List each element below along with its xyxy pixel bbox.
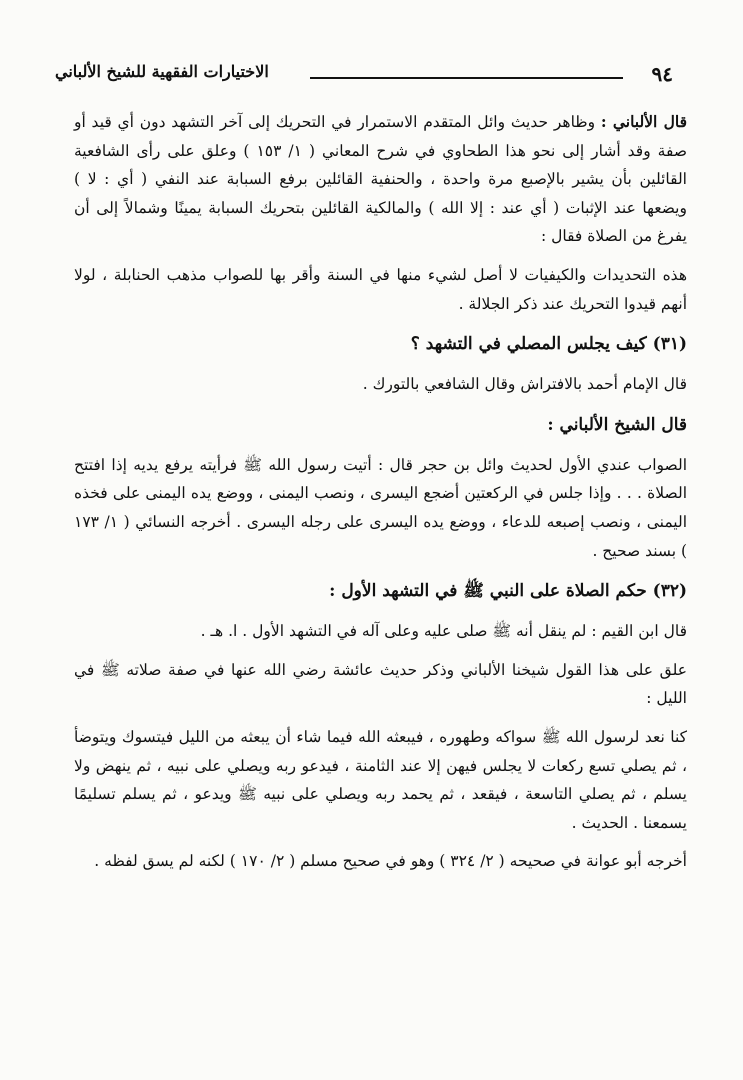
section-heading-32: (٣٢) حكم الصلاة على النبي ﷺ في التشهد الأول :	[329, 581, 687, 602]
paragraph-takhrij: أخرجه أبو عوانة في صحيحه ( ٢/ ٣٢٤ ) وهو في صحيح مسلم ( ٢/ ١٧٠ ) لكنه لم يسق لفظه .	[94, 852, 687, 871]
page-header	[55, 58, 673, 92]
subheading-sheikh: قال الشيخ الألباني :	[547, 414, 687, 435]
paragraph-text: وظاهر حديث وائل المتقدم الاستمرار في التحريك إلى آخر التشهد دون أي قيد أو صفة وقد أشار إلى نحو هذا الطحاوي في شرح المعاني ( ١/ ١٥٣ ) وعلق على رأى الشافعية القائلين بأن يشير بالإصبع مرة واحدة ، والحنفية القائلين برفع السبابة عند النفي ( أي : لا ) ويضعها عند الإثبات ( أي عند : إلا الله ) والمالكية القائلين بتحريك السبابة يمينًا وشمالاً إلى أن يفرغ من الصلاة فقال :	[74, 113, 687, 246]
paragraph-aisha-hadith: كنا نعد لرسول الله ﷺ سواكه وطهوره ، فيبعثه الله فيما شاء أن يبعثه من الليل فيتسوك ويتوضأ ، ثم يصلي تسع ركعات لا يجلس فيهن إلا عند الثامنة ، فيدعو ربه ويصلي على نبيه ، ثم ينهض ولا يسلم ، ثم يصلي التاسعة ، فيقعد ، ثم يحمد ربه ويصلي على نبيه ﷺ ويدعو ، ثم يسلم تسليمًا يسمعنا . الحديث .	[74, 727, 687, 832]
section-heading-31: (٣١) كيف يجلس المصلي في التشهد ؟	[410, 334, 687, 355]
paragraph-ibn-qayyim: قال ابن القيم : لم ينقل أنه ﷺ صلى عليه وعلى آله في التشهد الأول . ا. هـ .	[200, 622, 687, 641]
paragraph-albani-comment	[74, 108, 687, 251]
paragraph-hanbali: هذه التحديدات والكيفيات لا أصل لشيء منها في السنة وأقر بها للصواب مذهب الحنابلة ، لولا أنهم قيدوا التحريك عند ذكر الجلالة .	[74, 265, 687, 313]
paragraph-aisha-intro: علق على هذا القول شيخنا الألباني وذكر حديث عائشة رضي الله عنها في صفة صلاته ﷺ في الليل :	[74, 660, 687, 708]
page-number: ٩٤	[651, 62, 673, 86]
running-title: الاختيارات الفقهية للشيخ الألباني	[55, 62, 269, 81]
paragraph-imams: قال الإمام أحمد بالافتراش وقال الشافعي بالتورك .	[362, 375, 687, 394]
header-rule	[310, 77, 623, 79]
page-body	[74, 108, 687, 886]
paragraph-wail-hadith: الصواب عندي الأول لحديث وائل بن حجر قال : أتيت رسول الله ﷺ فرأيته يرفع يديه إذا افتتح الصلاة . . . وإذا جلس في الركعتين أضجع اليسرى ، ونصب اليمنى ، ووضع يده اليمنى على فخذه اليمنى ، ونصب إصبعه للدعاء ، ووضع يده اليسرى على رجله اليسرى . أخرجه النسائي ( ١/ ١٧٣ ) بسند صحيح .	[74, 455, 688, 560]
paragraph-lead: قال الألباني :	[600, 112, 687, 131]
